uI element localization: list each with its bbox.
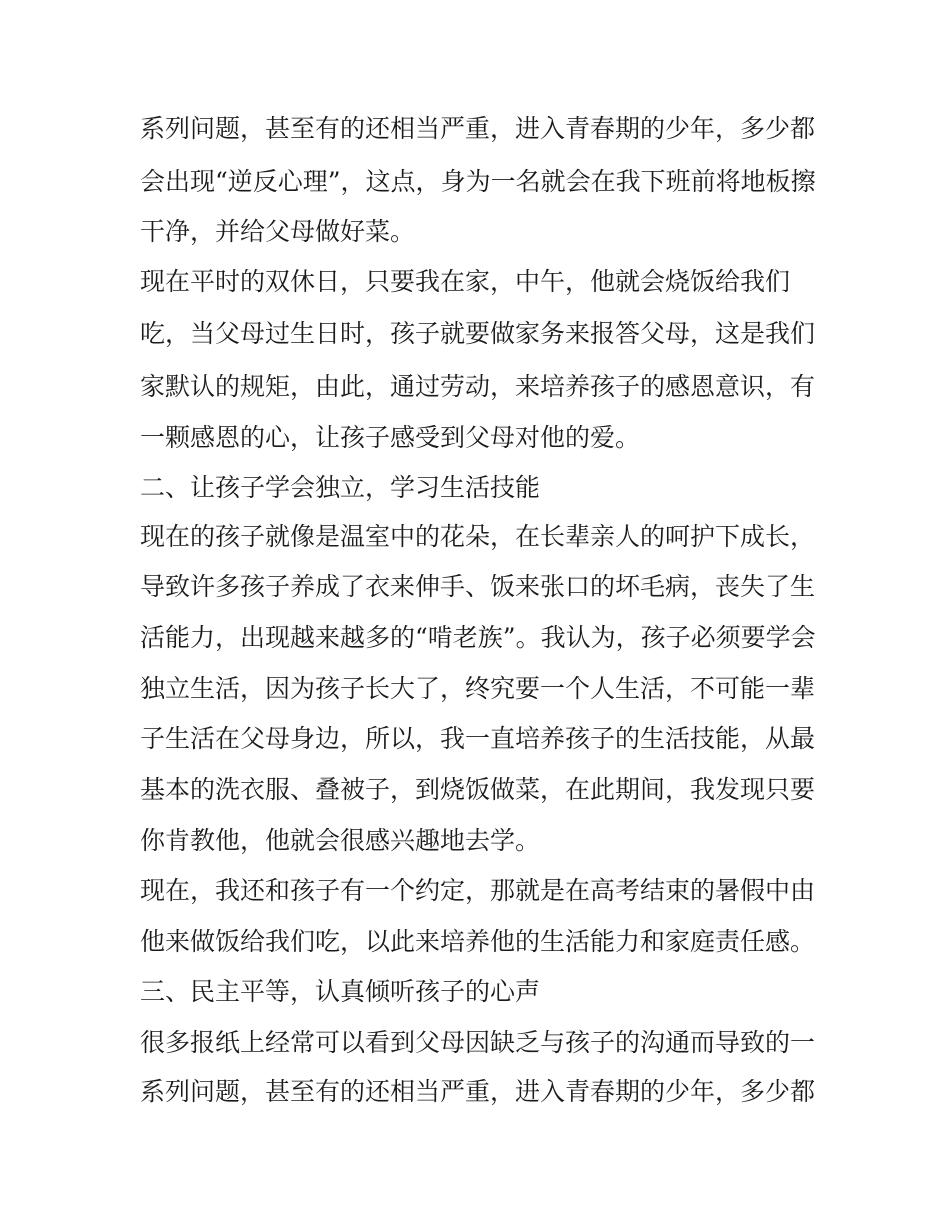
text-line-1: 系列问题，甚至有的还相当严重，进入青春期的少年，多少都 bbox=[140, 114, 816, 143]
text-line-3: 干净，并给父母做好菜。 bbox=[140, 217, 416, 246]
text-line-20: 系列问题，甚至有的还相当严重，进入青春期的少年，多少都 bbox=[140, 1077, 816, 1106]
text-line-5: 吃，当父母过生日时，孩子就要做家务来报答父母，这是我们 bbox=[140, 319, 816, 348]
text-line-2: 会出现“逆反心理”，这点，身为一名就会在我下班前将地板擦 bbox=[140, 167, 816, 196]
text-line-9: 现在的孩子就像是温室中的花朵，在长辈亲人的呵护下成长， bbox=[140, 522, 816, 551]
text-line-7: 一颗感恩的心，让孩子感受到父母对他的爱。 bbox=[140, 423, 641, 452]
text-line-6: 家默认的规矩，由此，通过劳动，来培养孩子的感恩意识，有 bbox=[140, 372, 816, 401]
text-line-10: 导致许多孩子养成了衣来伸手、饭来张口的坏毛病，丧失了生 bbox=[140, 572, 816, 601]
text-line-16: 现在，我还和孩子有一个约定，那就是在高考结束的暑假中由 bbox=[140, 876, 816, 905]
text-line-14: 基本的洗衣服、叠被子，到烧饭做菜，在此期间，我发现只要 bbox=[140, 775, 816, 804]
text-line-11: 活能力，出现越来越多的“啃老族”。我认为，孩子必须要学会 bbox=[140, 623, 816, 652]
section-heading-2: 二、让孩子学会独立，学习生活技能 bbox=[140, 473, 541, 502]
text-line-17: 他来做饭给我们吃，以此来培养他的生活能力和家庭责任感。 bbox=[140, 927, 816, 956]
text-line-13: 子生活在父母身边，所以，我一直培养孩子的生活技能，从最 bbox=[140, 724, 816, 753]
text-line-4: 现在平时的双休日，只要我在家，中午，他就会烧饭给我们 bbox=[140, 267, 791, 296]
section-heading-3: 三、民主平等，认真倾听孩子的心声 bbox=[140, 977, 541, 1006]
text-line-12: 独立生活，因为孩子长大了，终究要一个人生活，不可能一辈 bbox=[140, 674, 816, 703]
text-line-15: 你肯教他，他就会很感兴趣地去学。 bbox=[140, 826, 541, 855]
text-line-19: 很多报纸上经常可以看到父母因缺乏与孩子的沟通而导致的一 bbox=[140, 1028, 816, 1057]
